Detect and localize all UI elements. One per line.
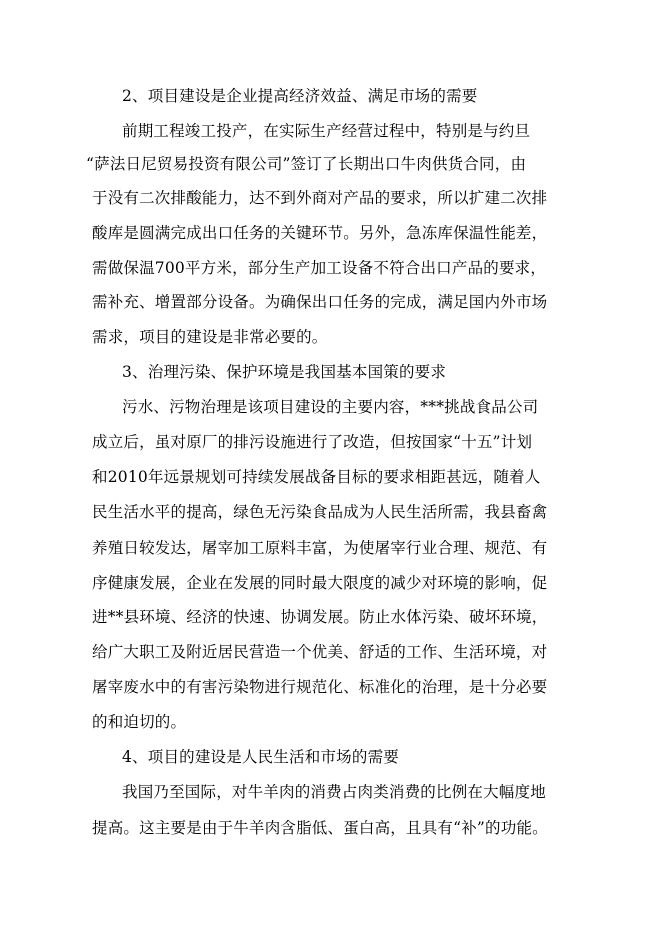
paragraph-line: 的和迫切的。 — [92, 713, 187, 731]
section-heading-3: 3、治理污染、保护环境是我国基本国策的要求 — [122, 363, 447, 381]
paragraph-line: 前期工程竣工投产，在实际生产经营过程中，特别是与约旦 — [122, 122, 531, 140]
section-heading-4: 4、项目的建设是人民生活和市场的需要 — [122, 748, 399, 766]
paragraph-line: 养殖日较发达，屠宰加工原料丰富，为使屠宰行业合理、规范、有 — [92, 539, 548, 557]
paragraph-line: 需做保温700平方米，部分生产加工设备不符合出口产品的要求， — [92, 259, 547, 277]
paragraph-line: 成立后，虽对原厂的排污设施进行了改造，但按国家“十五”计划 — [92, 433, 533, 451]
paragraph-line: 给广大职工及附近居民营造一个优美、舒适的工作、生活环境，对 — [92, 643, 548, 661]
paragraph-line: “萨法日尼贸易投资有限公司”签订了长期出口牛肉供货合同，由 — [86, 155, 527, 173]
paragraph-line: 民生活水平的提高，绿色无污染食品成为人民生活所需，我县畜禽 — [92, 503, 548, 521]
paragraph-line: 提高。这主要是由于牛羊肉含脂低、蛋白高，且具有“补”的功能。 — [92, 819, 548, 837]
paragraph-line: 进**县环境、经济的快速、协调发展。防止水体污染、破坏环境， — [92, 608, 548, 626]
paragraph-line: 和2010年远景规划可持续发展战备目标的要求相距甚远，随着人 — [92, 468, 541, 486]
paragraph-line: 需求，项目的建设是非常必要的。 — [92, 328, 328, 346]
paragraph-line: 酸库是圆满完成出口任务的关键环节。另外，急冻库保温性能差， — [92, 224, 548, 242]
paragraph-line: 污水、污物治理是该项目建设的主要内容，***挑战食品公司 — [122, 398, 539, 416]
paragraph-line: 屠宰废水中的有害污染物进行规范化、标准化的治理，是十分必要 — [92, 678, 548, 696]
paragraph-line: 于没有二次排酸能力，达不到外商对产品的要求，所以扩建二次排 — [92, 189, 548, 207]
paragraph-line: 序健康发展，企业在发展的同时最大限度的减少对环境的影响，促 — [92, 574, 548, 592]
paragraph-line: 需补充、增置部分设备。为确保出口任务的完成，满足国内外市场 — [92, 293, 548, 311]
paragraph-line: 我国乃至国际，对牛羊肉的消费占肉类消费的比例在大幅度地 — [122, 783, 546, 801]
section-heading-2: 2、项目建设是企业提高经济效益、满足市场的需要 — [122, 87, 478, 105]
